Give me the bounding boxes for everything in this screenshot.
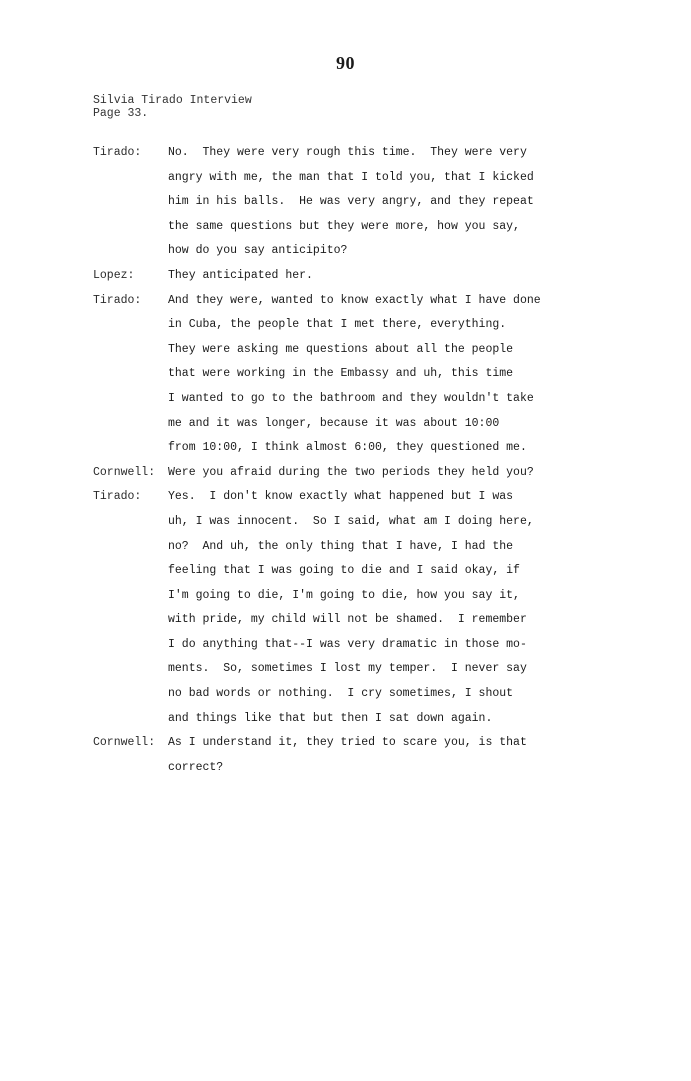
dialogue-line: feeling that I was going to die and I said okay, if (168, 564, 520, 578)
dialogue-line: ments. So, sometimes I lost my temper. I never say (168, 662, 527, 676)
transcript-entry (93, 264, 613, 289)
dialogue-line: no bad words or nothing. I cry sometimes, I shout (168, 687, 514, 701)
dialogue-line: Yes. I don't know exactly what happened but I was (168, 490, 514, 504)
speaker-label: Tirado: (93, 293, 142, 307)
document-header (93, 95, 252, 120)
transcript-entry (93, 141, 613, 264)
header-page-ref: Page 33. (93, 106, 149, 120)
dialogue-line: from 10:00, I think almost 6:00, they questioned me. (168, 441, 527, 455)
speaker-label: Tirado: (93, 490, 142, 504)
dialogue-line: I do anything that--I was very dramatic in those mo- (168, 637, 527, 651)
dialogue-line: me and it was longer, because it was about 10:00 (168, 416, 500, 430)
dialogue-line: I'm going to die, I'm going to die, how you say it, (168, 588, 520, 602)
dialogue-line: with pride, my child will not be shamed. I remember (168, 613, 527, 627)
dialogue-line: angry with me, the man that I told you, that I kicked (168, 170, 534, 184)
transcript-body (93, 141, 613, 780)
dialogue-line: in Cuba, the people that I met there, everything. (168, 318, 507, 332)
dialogue-line: As I understand it, they tried to scare you, is that (168, 736, 527, 750)
speaker-label: Cornwell: (93, 465, 156, 479)
dialogue-line: the same questions but they were more, how you say, (168, 219, 520, 233)
transcript-entry (93, 731, 613, 780)
dialogue-line: him in his balls. He was very angry, and they repeat (168, 195, 534, 209)
speaker-label: Cornwell: (93, 736, 156, 750)
dialogue-line: And they were, wanted to know exactly what I have done (168, 293, 541, 307)
transcript-entry (93, 461, 613, 486)
dialogue-line: They anticipated her. (168, 268, 313, 282)
dialogue-line: how do you say anticipito? (168, 244, 348, 258)
dialogue-line: no? And uh, the only thing that I have, I had the (168, 539, 514, 553)
speaker-label: Lopez: (93, 268, 135, 282)
transcript-entry (93, 289, 613, 461)
speaker-label: Tirado: (93, 146, 142, 159)
dialogue-line: They were asking me questions about all the people (168, 342, 514, 356)
dialogue-line: I wanted to go to the bathroom and they wouldn't take (168, 391, 534, 405)
dialogue-line: and things like that but then I sat down again. (168, 711, 493, 725)
transcript-entry (93, 485, 613, 731)
dialogue-line: uh, I was innocent. So I said, what am I doing here, (168, 514, 534, 528)
dialogue-line: that were working in the Embassy and uh, this time (168, 367, 514, 381)
dialogue-line: Were you afraid during the two periods they held you? (168, 465, 534, 479)
dialogue-line: correct? (168, 760, 224, 774)
dialogue-line: No. They were very rough this time. They were very (168, 146, 527, 159)
header-title: Silvia Tirado Interview (93, 94, 252, 107)
page-number: 90 (336, 53, 355, 73)
